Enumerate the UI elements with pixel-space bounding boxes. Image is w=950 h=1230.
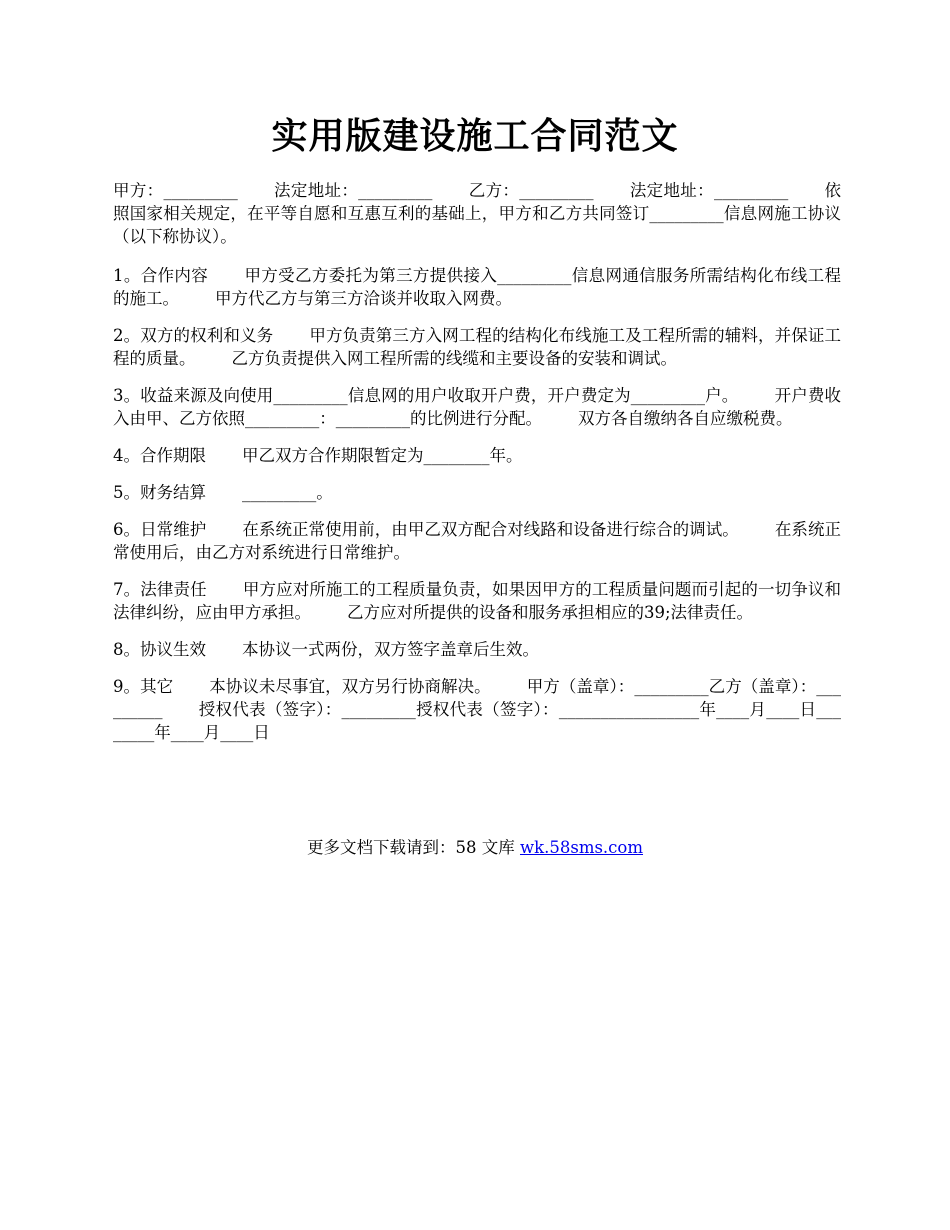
paragraph-effective [113,638,841,661]
section-heading: 1。合作内容 [113,266,209,285]
section-text: 甲方应对所施工的工程质量负责，如果因甲方的工程质量问题而引起的一切争议和法律纠纷，应由甲方承担。 [113,580,842,622]
section-text: 双方各自缴纳各自应缴税费。 [578,409,793,428]
footer-text: 更多文档下载请到：58 文库 [306,838,515,857]
date-fields: ________年____月____日________年____月____日 [113,700,842,742]
section-text: 甲方负责第三方入网工程的结构化布线施工及工程所需的辅料，并保证工程的质量。 [113,326,842,368]
section-heading: 7。法律责任 [113,580,207,599]
paragraph-maintenance [113,518,841,564]
paragraph-liability [113,578,841,624]
document-body [113,179,841,758]
paragraph-settlement [113,481,841,504]
party-b-field: 乙方：_________ [468,181,594,200]
section-text: 乙方应对所提供的设备和服务承担相应的39;法律责任。 [347,603,754,622]
section-text: _________。 [242,483,333,502]
section-text: 在系统正常使用前，由甲乙双方配合对线路和设备进行综合的调试。 [242,520,739,539]
party-a-address-field: 法定地址：_________ [273,181,433,200]
section-text: 开户费收入由甲、乙方依照_________：_________的比例进行分配。 [113,386,842,428]
section-heading: 5。财务结算 [113,483,206,502]
paragraph-other [113,675,841,744]
section-text: 乙方负责提供入网工程所需的线缆和主要设备的安装和调试。 [231,349,677,368]
section-heading: 2。双方的权利和义务 [113,326,274,345]
section-text: 甲方受乙方委托为第三方提供接入_________信息网通信服务所需结构化布线工程的施工。 [113,266,842,308]
paragraph-cooperation [113,264,841,310]
footer-link[interactable]: wk.58sms.com [519,838,643,857]
paragraph-parties [113,179,841,248]
footer-download-note [0,836,950,859]
section-text: 甲乙双方合作期限暂定为________年。 [242,446,523,465]
preamble-text: 依照国家相关规定，在平等自愿和互惠互利的基础上，甲方和乙方共同签订_________信息网施工协议（以下称协议）。 [113,181,842,246]
section-heading: 4。合作期限 [113,446,206,465]
section-text: 本协议一式两份，双方签字盖章后生效。 [242,640,539,659]
paragraph-revenue [113,384,841,430]
signature-fields: 授权代表（签字）：_________授权代表（签字）：_________ [198,700,634,719]
paragraph-rights [113,324,841,370]
section-heading: 6。日常维护 [113,520,207,539]
section-text: 本协议未尽事宜，双方另行协商解决。 [209,677,491,696]
document-title: 实用版建设施工合同范文 [271,115,679,157]
seal-fields: 甲方（盖章）：_________乙方（盖章）：_________ [113,677,842,719]
section-heading: 8。协议生效 [113,640,206,659]
section-text: 甲方代乙方与第三方洽谈并收取入网费。 [215,289,512,308]
paragraph-term [113,444,841,467]
party-a-field: 甲方：_________ [113,181,238,200]
section-text: 3。收益来源及向使用_________信息网的用户收取开户费，开户费定为_________户。 [113,386,739,405]
party-b-address-field: 法定地址：_________ [629,181,789,200]
section-heading: 9。其它 [113,677,174,696]
section-text: 在系统正常使用后，由乙方对系统进行日常维护。 [113,520,842,562]
